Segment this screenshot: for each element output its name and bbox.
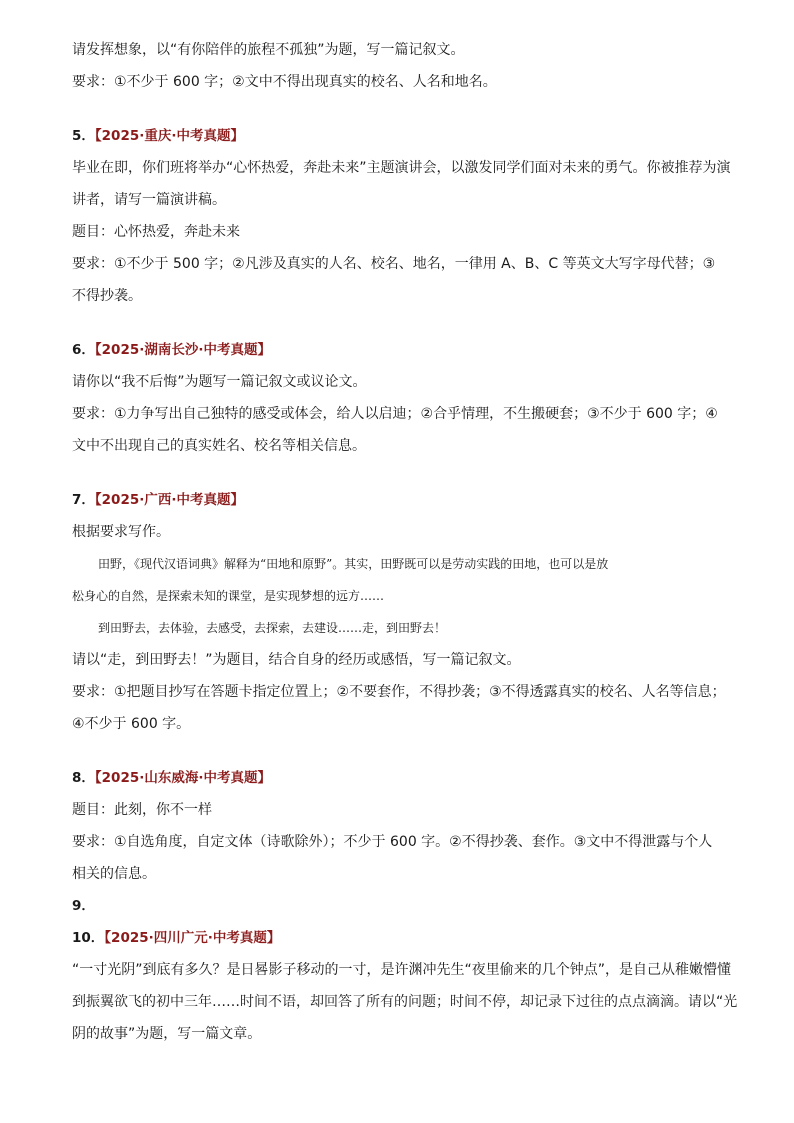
question-requirements: 要求：①不少于 500 字；②凡涉及真实的人名、校名、地名，一律用 A、B、C 等英文大写字母代替；③ (72, 256, 716, 272)
question-title: 题目：心怀热爱，奔赴未来 (72, 224, 240, 240)
question-10-heading (72, 922, 724, 954)
source-tag: 【2025·重庆·中考真题】 (94, 128, 244, 144)
question-5 (72, 120, 731, 312)
intro-prompt: 请发挥想象，以“有你陪伴的旅程不孤独”为题，写一篇记叙文。 (72, 42, 465, 58)
question-number: 6． (72, 342, 95, 358)
question-title: 题目：此刻，你不一样 (72, 802, 212, 818)
source-tag: 【2025·广西·中考真题】 (94, 492, 244, 508)
question-text: 到振翼欲飞的初中三年……时间不语，却回答了所有的问题；时间不停，却记录下过往的点点滴滴。请以“光 (72, 994, 738, 1010)
question-requirements: 要求：①把题目抄写在答题卡指定位置上；②不要套作，不得抄袭；③不得透露真实的校名、人名等信息； (72, 684, 726, 700)
question-6 (72, 334, 724, 462)
document-page (72, 34, 738, 1050)
question-9 (72, 890, 724, 922)
question-requirements: ④不少于 600 字。 (72, 716, 191, 732)
material-quote: 田野，《现代汉语词典》解释为“田地和原野”。其实，田野既可以是劳动实践的田地，也可以是放 (98, 557, 609, 571)
material-quote: 松身心的自然，是探索未知的课堂，是实现梦想的远方…… (72, 589, 385, 603)
question-8-heading (72, 762, 724, 794)
question-text: 请你以“我不后悔”为题写一篇记叙文或议论文。 (72, 374, 367, 390)
question-requirements: 不得抄袭。 (72, 288, 142, 304)
question-8 (72, 762, 724, 890)
question-number: 7． (72, 492, 95, 508)
question-requirements: 相关的信息。 (72, 866, 156, 882)
question-10 (72, 922, 738, 1050)
question-5-heading (72, 120, 724, 152)
question-6-heading (72, 334, 724, 366)
question-requirements: 要求：①力争写出自己独特的感受或体会，给人以启迪；②合乎情理，不生搬硬套；③不少于 600 字；④ (72, 406, 718, 422)
question-number: 10． (72, 930, 105, 946)
intro-block (72, 34, 724, 98)
question-number: 9． (72, 898, 95, 914)
question-7-heading (72, 484, 724, 516)
question-text: “一寸光阴”到底有多久？是日晷影子移动的一寸，是许渊冲先生“夜里偷来的几个钟点”，是自己从稚嫩懵懂 (72, 962, 732, 978)
material-quote: 到田野去，去体验，去感受，去探索，去建设……走，到田野去！ (98, 621, 447, 635)
question-text: 讲者，请写一篇演讲稿。 (72, 192, 226, 208)
question-text: 阴的故事”为题，写一篇文章。 (72, 1026, 262, 1042)
question-text: 根据要求写作。 (72, 524, 170, 540)
question-requirements: 要求：①自选角度，自定文体（诗歌除外）；不少于 600 字。②不得抄袭、套作。③文中不得泄露与个人 (72, 834, 713, 850)
source-tag: 【2025·四川广元·中考真题】 (104, 930, 281, 946)
source-tag: 【2025·湖南长沙·中考真题】 (94, 342, 271, 358)
question-number: 8． (72, 770, 95, 786)
intro-requirements: 要求：①不少于 600 字；②文中不得出现真实的校名、人名和地名。 (72, 74, 497, 90)
question-text: 请以“走，到田野去！”为题目，结合自身的经历或感悟，写一篇记叙文。 (72, 652, 521, 668)
question-text: 毕业在即，你们班将举办“心怀热爱，奔赴未来”主题演讲会，以激发同学们面对未来的勇气。你被推荐为演 (72, 160, 731, 176)
source-tag: 【2025·山东威海·中考真题】 (94, 770, 271, 786)
question-requirements: 文中不出现自己的真实姓名、校名等相关信息。 (72, 438, 366, 454)
question-7 (72, 484, 724, 740)
question-number: 5． (72, 128, 95, 144)
question-9-heading (72, 890, 724, 922)
